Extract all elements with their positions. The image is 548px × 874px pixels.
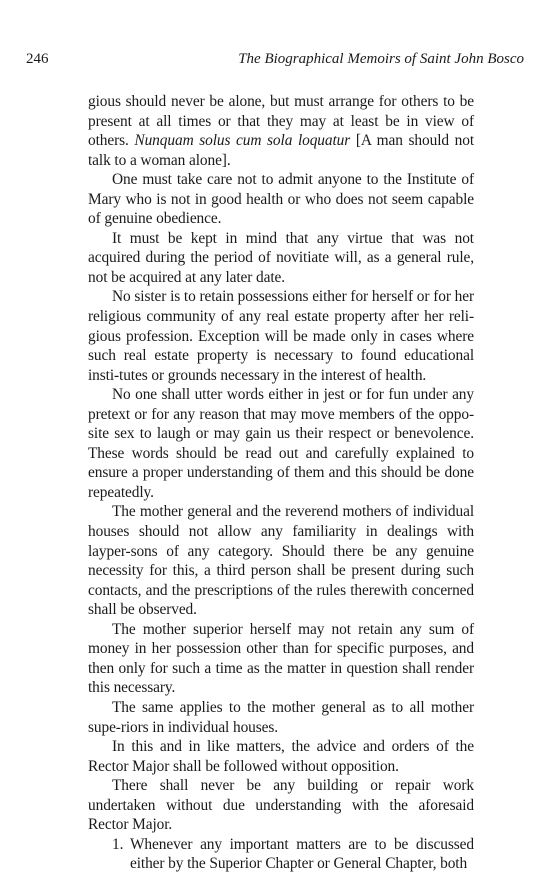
paragraph: It must be kept in mind that any virtue that was not acquired during the period of novitiate will, as a general rule, not be acquired at any later date. [88, 229, 474, 286]
paragraph: The same applies to the mother general as to all mother supe-riors in individual houses. [88, 698, 474, 736]
paragraph: No sister is to retain possessions either for herself or for her religious community of any real estate property after her reli-gious profession. Exception will be made only in cases where such real estate property is necessary to found educational insti-tutes or grounds necessary in the interest of health. [88, 288, 474, 384]
paragraph: In this and in like matters, the advice and orders of the Rector Major shall be followed without opposition. [88, 738, 474, 775]
paragraph [88, 92, 474, 170]
paragraph: No one shall utter words either in jest or for fun under any pretext or for any reason that may move members of the oppo-site sex to laugh or may gain us their respect or benevolence. These words should be read out and carefully explained to ensure a proper understanding of them and this should be done repeatedly. [88, 386, 474, 501]
item-text: Whenever any important matters are to be discussed either by the Superior Chapter or General Chapter, both [130, 835, 474, 873]
running-header [26, 50, 524, 68]
page-number: 246 [26, 51, 49, 67]
paragraph-text: [A man should not talk to a woman alone]. [88, 132, 474, 169]
paragraph: There shall never be any building or repair work undertaken without due understanding with the aforesaid Rector Major. [88, 777, 474, 834]
latin-quote: Nunquam solus cum sola loquatur [134, 132, 351, 150]
paragraph: One must take care not to admit anyone to the Institute of Mary who is not in good health or who does not seem capable of genuine obedience. [88, 171, 474, 228]
paragraph-text: gious should never be alone, but must arrange for others to be present at all times or that they may at least be in view of others. [88, 93, 474, 150]
body-text [88, 92, 474, 874]
running-title: The Biographical Memoirs of Saint John Bosco [238, 51, 524, 67]
numbered-item [88, 835, 474, 874]
item-number: 1. [112, 835, 124, 853]
paragraph: The mother superior herself may not retain any sum of money in her possession other than for specific purposes, and then only for such a time as the matter in question shall render this necessary. [88, 620, 474, 697]
paragraph: The mother general and the reverend mothers of individual houses should not allow any familiarity in dealings with layper-sons of any category. Should there be any genuine necessity for this, a third person shall be present during such contacts, and the prescriptions of the rules therewith concerned shall be observed. [88, 503, 474, 619]
